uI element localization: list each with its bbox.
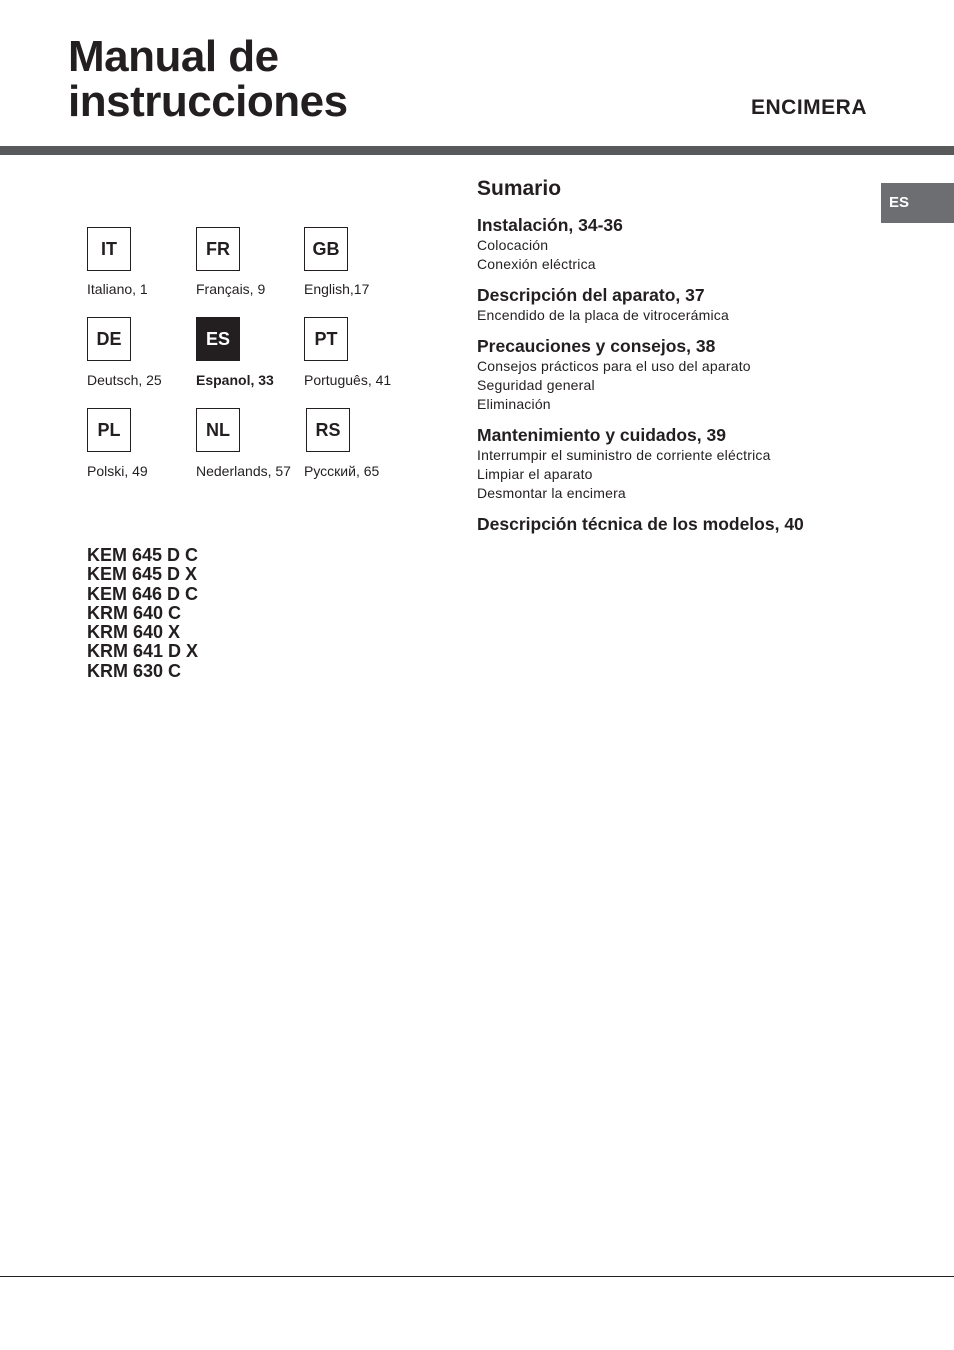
toc-section-title[interactable]: Precauciones y consejos, 38 [477,336,716,356]
toc-subitem[interactable]: Seguridad general [477,377,595,393]
lang-box-pl[interactable]: PL [87,408,131,452]
toc-heading: Sumario [477,177,562,200]
toc-section-title[interactable]: Instalación, 34-36 [477,215,623,235]
toc-subitem[interactable]: Limpiar el aparato [477,466,593,482]
lang-label-pl: Polski, 49 [87,463,148,479]
lang-box-rs[interactable]: RS [306,408,350,452]
lang-box-de[interactable]: DE [87,317,131,361]
lang-label-it: Italiano, 1 [87,281,148,297]
model-item: KRM 640 X [87,622,181,643]
model-list [87,546,198,681]
lang-box-gb[interactable]: GB [304,227,348,271]
model-item: KEM 645 D X [87,564,198,585]
model-item: KEM 646 D C [87,583,199,604]
toc-subitem[interactable]: Encendido de la placa de vitrocerámica [477,307,729,323]
footer-divider [0,1276,954,1277]
toc-subitem[interactable]: Colocación [477,237,549,253]
lang-box-es[interactable]: ES [196,317,240,361]
lang-box-fr[interactable]: FR [196,227,240,271]
toc-section-installation [477,215,877,274]
toc-subitem[interactable]: Interrumpir el suministro de corriente eléctrica [477,447,771,463]
model-item: KRM 641 D X [87,641,199,662]
lang-label-fr: Français, 9 [196,281,266,297]
toc-subitem[interactable]: Consejos prácticos para el uso del aparato [477,358,751,374]
page-title-line-1: Manual de [68,32,279,81]
lang-box-pt[interactable]: PT [304,317,348,361]
lang-label-gb: English,17 [304,281,370,297]
product-type: ENCIMERA [750,96,867,119]
toc-section-title[interactable]: Descripción técnica de los modelos, 40 [477,514,804,534]
toc-subitem[interactable]: Eliminación [477,396,551,412]
toc-section-title[interactable]: Descripción del aparato, 37 [477,285,705,305]
lang-label-nl: Nederlands, 57 [196,463,291,479]
page-title [68,34,348,124]
toc-subitem[interactable]: Desmontar la encimera [477,485,626,501]
table-of-contents [477,176,877,546]
model-item: KRM 640 C [87,602,182,623]
toc-section-description [477,285,877,325]
lang-box-nl[interactable]: NL [196,408,240,452]
header-divider [0,146,954,155]
lang-label-de: Deutsch, 25 [87,372,162,388]
lang-box-it[interactable]: IT [87,227,131,271]
lang-label-pt: Português, 41 [304,372,392,388]
toc-section-technical [477,514,877,535]
model-item: KRM 630 C [87,660,182,681]
language-side-tab: ES [881,183,954,223]
toc-subitem[interactable]: Conexión eléctrica [477,256,596,272]
page-title-line-2: instrucciones [68,77,348,126]
model-item: KEM 645 D C [87,545,199,565]
toc-section-precautions [477,336,877,414]
lang-label-es: Espanol, 33 [196,372,274,388]
lang-label-rs: Русский, 65 [304,463,380,479]
toc-section-title[interactable]: Mantenimiento y cuidados, 39 [477,425,726,445]
toc-section-maintenance [477,425,877,503]
